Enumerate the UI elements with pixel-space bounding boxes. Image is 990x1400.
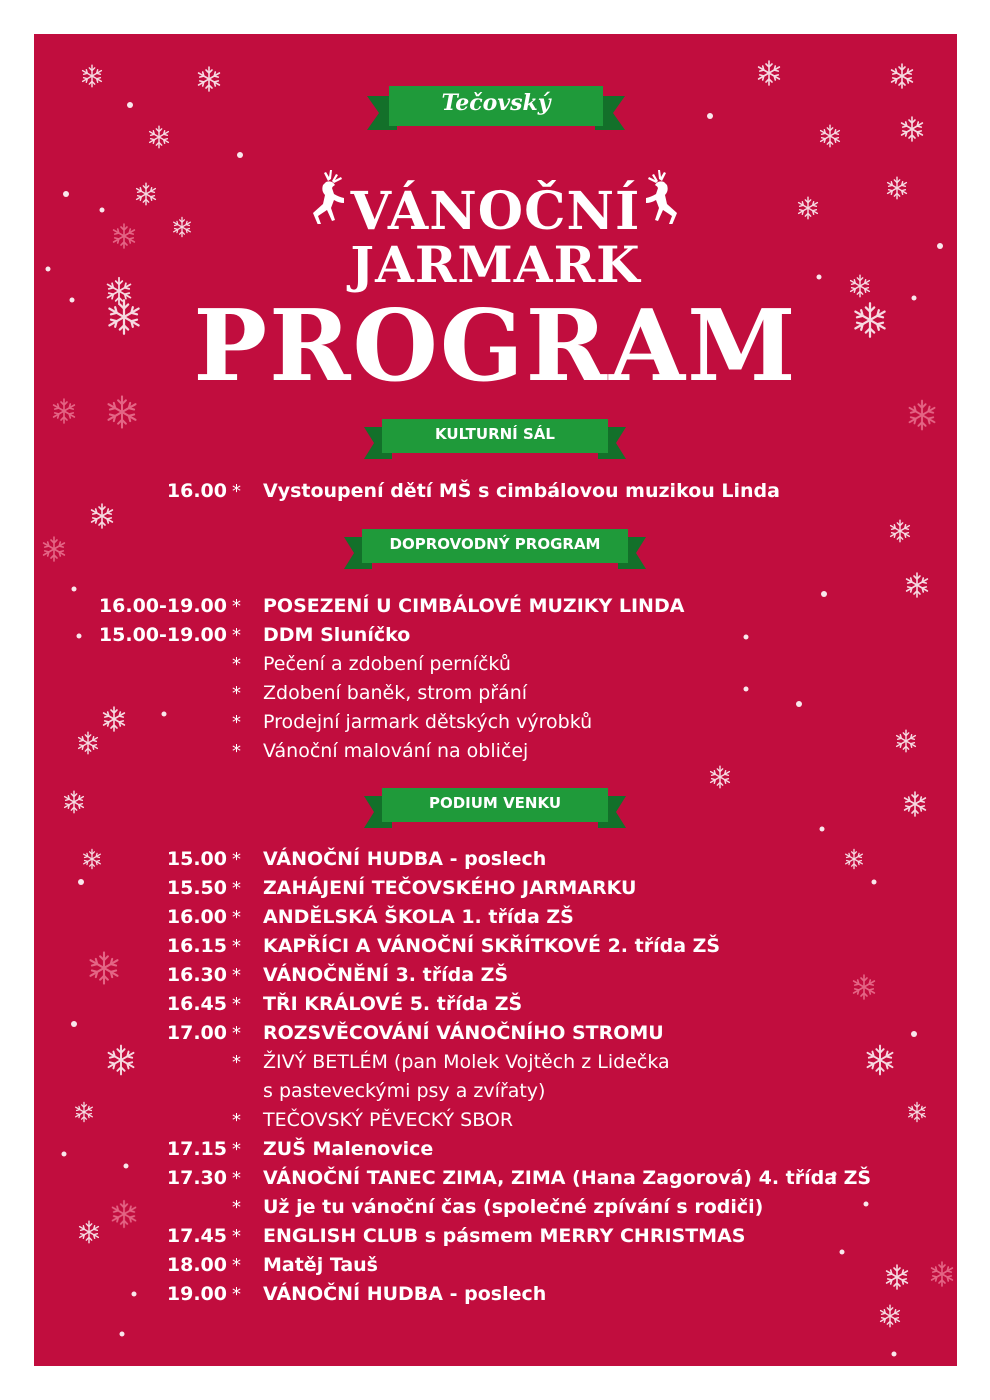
schedule-row [34, 1106, 957, 1135]
schedule-row [34, 845, 957, 874]
section-title-doprovodny: DOPROVODNÝ PROGRAM [389, 535, 601, 553]
title-vanocni: VÁNOČNÍ [350, 181, 641, 242]
schedule-row [34, 1077, 957, 1106]
bullet-asterisk-icon: * [232, 849, 241, 870]
schedule-text: VÁNOČNÍ HUDBA - poslech [263, 848, 547, 870]
schedule-row [34, 621, 957, 650]
schedule-text: VÁNOČNÍ HUDBA - poslech [263, 1283, 547, 1305]
bullet-asterisk-icon: * [232, 683, 241, 704]
schedule-text: ANDĚLSKÁ ŠKOLA 1. třída ZŠ [263, 906, 574, 928]
schedule-row [34, 1222, 957, 1251]
schedule-time: 16.00-19.00 [98, 595, 227, 617]
section-ribbon-kulturni [364, 417, 626, 463]
brand-ribbon [367, 80, 625, 138]
schedule-text: Vánoční malování na obličej [263, 740, 529, 762]
schedule-row [34, 592, 957, 621]
schedule-time: 16.30 [166, 964, 227, 986]
schedule-text: ŽIVÝ BETLÉM (pan Molek Vojtěch z Lidečka [263, 1051, 670, 1073]
section-ribbon-doprovodny [344, 527, 646, 573]
schedule-row [34, 990, 957, 1019]
schedule-row [34, 903, 957, 932]
schedule-time: 16.00 [166, 480, 227, 502]
schedule-row [34, 1193, 957, 1222]
schedule-row [34, 961, 957, 990]
schedule-text: ENGLISH CLUB s pásmem MERRY CHRISTMAS [263, 1225, 746, 1247]
bullet-asterisk-icon: * [232, 965, 241, 986]
schedule-row [34, 650, 957, 679]
schedule-row [34, 737, 957, 766]
section-title-kulturni: KULTURNÍ SÁL [435, 425, 555, 443]
schedule-text: ROZSVĚCOVÁNÍ VÁNOČNÍHO STROMU [263, 1022, 664, 1044]
schedule-text: s pasteveckými psy a zvířaty) [263, 1080, 546, 1102]
bullet-asterisk-icon: * [232, 1197, 241, 1218]
schedule-time: 19.00 [166, 1283, 227, 1305]
bullet-asterisk-icon: * [232, 1168, 241, 1189]
schedule-row [34, 874, 957, 903]
bullet-asterisk-icon: * [232, 1052, 241, 1073]
poster [34, 34, 957, 1366]
bullet-asterisk-icon: * [232, 1284, 241, 1305]
schedule-time: 17.45 [166, 1225, 227, 1247]
schedule-row [34, 1280, 957, 1309]
schedule-time: 17.00 [166, 1022, 227, 1044]
schedule-time: 17.15 [166, 1138, 227, 1160]
schedule-text: TŘI KRÁLOVÉ 5. třída ZŠ [263, 993, 523, 1015]
schedule-text: TEČOVSKÝ PĚVECKÝ SBOR [263, 1109, 514, 1131]
schedule-time: 18.00 [166, 1254, 227, 1276]
bullet-asterisk-icon: * [232, 907, 241, 928]
schedule-text: Už je tu vánoční čas (společné zpívání s rodiči) [263, 1196, 764, 1218]
bullet-asterisk-icon: * [232, 1110, 241, 1131]
schedule-row [34, 1019, 957, 1048]
schedule-time: 15.00-19.00 [98, 624, 227, 646]
schedule-text: Prodejní jarmark dětských výrobků [263, 711, 593, 733]
schedule-time: 16.15 [166, 935, 227, 957]
bullet-asterisk-icon: * [232, 481, 241, 502]
bullet-asterisk-icon: * [232, 654, 241, 675]
schedule-time: 17.30 [166, 1167, 227, 1189]
schedule-time: 15.00 [166, 848, 227, 870]
bullet-asterisk-icon: * [232, 596, 241, 617]
schedule-text: Pečení a zdobení perníčků [263, 653, 511, 675]
bullet-asterisk-icon: * [232, 994, 241, 1015]
schedule-text: POSEZENÍ U CIMBÁLOVÉ MUZIKY LINDA [263, 595, 685, 617]
schedule-time: 15.50 [166, 877, 227, 899]
schedule-row [34, 679, 957, 708]
title-program: PROGRAM [193, 289, 798, 404]
schedule-time: 16.45 [166, 993, 227, 1015]
schedule-row [34, 1164, 957, 1193]
bullet-asterisk-icon: * [232, 1255, 241, 1276]
schedule-row [34, 932, 957, 961]
schedule-text: ZAHÁJENÍ TEČOVSKÉHO JARMARKU [263, 877, 637, 899]
schedule-text: VÁNOČNĚNÍ 3. třída ZŠ [263, 964, 509, 986]
section-title-podium: PODIUM VENKU [428, 794, 562, 812]
schedule-time: 16.00 [166, 906, 227, 928]
bullet-asterisk-icon: * [232, 1023, 241, 1044]
bullet-asterisk-icon: * [232, 712, 241, 733]
schedule-row [34, 1251, 957, 1280]
bullet-asterisk-icon: * [232, 741, 241, 762]
schedule-text: DDM Sluníčko [263, 624, 411, 646]
schedule-text: Matěj Tauš [263, 1254, 378, 1276]
bullet-asterisk-icon: * [232, 1139, 241, 1160]
section-ribbon-podium [364, 786, 626, 832]
schedule-row [34, 1048, 957, 1077]
bullet-asterisk-icon: * [232, 625, 241, 646]
schedule-text: VÁNOČNÍ TANEC ZIMA, ZIMA (Hana Zagorová) 4. třída ZŠ [263, 1167, 872, 1189]
bullet-asterisk-icon: * [232, 878, 241, 899]
schedule-text: ZUŠ Malenovice [263, 1138, 434, 1160]
schedule-text: KAPŘÍCI A VÁNOČNÍ SKŘÍTKOVÉ 2. třída ZŠ [263, 935, 721, 957]
bullet-asterisk-icon: * [232, 1226, 241, 1247]
schedule-row [34, 708, 957, 737]
title-jarmark: JARMARK [350, 235, 641, 294]
schedule-text: Zdobení baněk, strom přání [263, 682, 528, 704]
schedule-row [34, 1135, 957, 1164]
schedule-row [34, 477, 957, 506]
schedule-text: Vystoupení dětí MŠ s cimbálovou muzikou Linda [263, 480, 780, 502]
brand-text: Tečovský [441, 90, 551, 116]
bullet-asterisk-icon: * [232, 936, 241, 957]
